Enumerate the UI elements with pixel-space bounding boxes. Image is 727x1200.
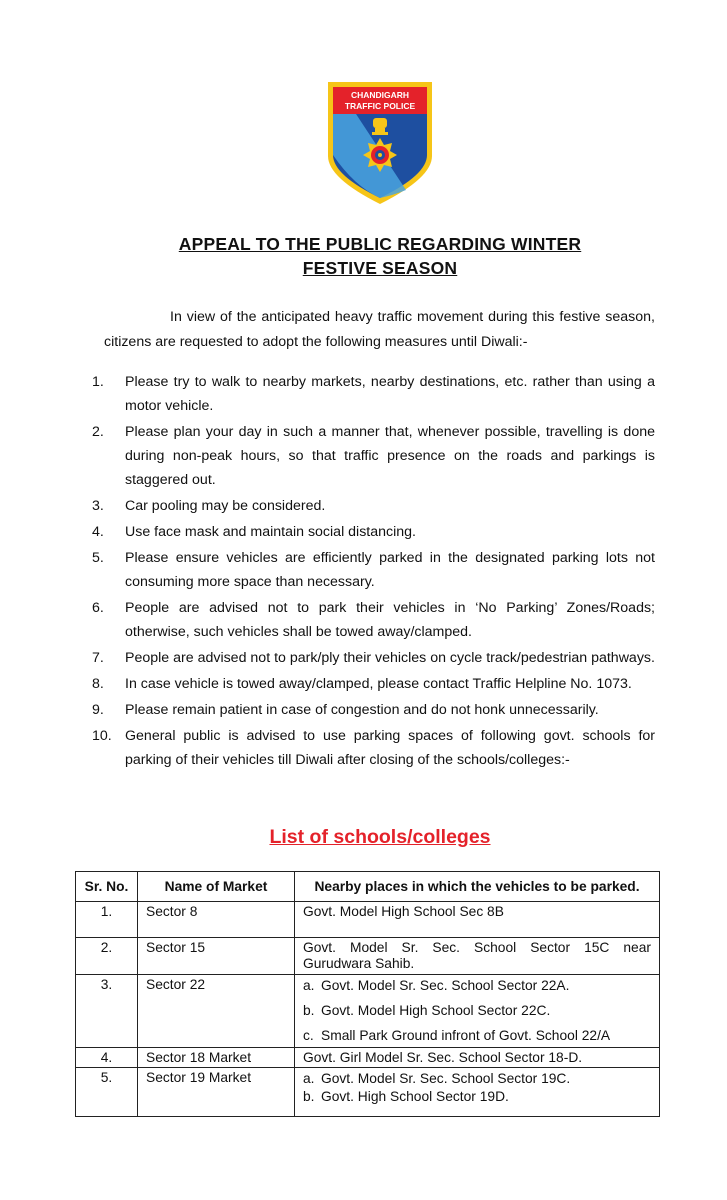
measures-list bbox=[92, 370, 655, 774]
measure-number: 4. bbox=[92, 524, 104, 540]
intro-text: In view of the anticipated heavy traffic movement during this festive season, citizens are requested to adopt the following measures until Diwali:- bbox=[104, 309, 655, 350]
schools-list-heading: List of schools/colleges bbox=[269, 826, 491, 848]
header-sr-no: Sr. No. bbox=[76, 872, 138, 902]
measure-text: In case vehicle is towed away/clamped, please contact Traffic Helpline No. 1073. bbox=[125, 676, 632, 692]
measure-item bbox=[92, 520, 655, 544]
table-row bbox=[76, 1068, 660, 1117]
measure-item bbox=[92, 596, 655, 644]
table-row bbox=[76, 902, 660, 938]
measure-item bbox=[92, 370, 655, 418]
measure-text: Use face mask and maintain social distancing. bbox=[125, 524, 416, 540]
place-item bbox=[303, 1070, 651, 1088]
police-badge-emblem bbox=[324, 78, 436, 206]
measure-text: General public is advised to use parking spaces of following govt. schools for parking of their vehicles till Diwali after closing of the schools/colleges:- bbox=[125, 728, 655, 768]
measure-number: 8. bbox=[92, 676, 104, 692]
title-line-2: FESTIVE SEASON bbox=[302, 258, 458, 278]
cell-sr: 1. bbox=[76, 902, 138, 938]
title-line-1: APPEAL TO THE PUBLIC REGARDING WINTER bbox=[178, 234, 582, 254]
header-places: Nearby places in which the vehicles to be parked. bbox=[295, 872, 660, 902]
measure-item bbox=[92, 698, 655, 722]
cell-sr: 2. bbox=[76, 938, 138, 975]
measure-item bbox=[92, 420, 655, 492]
measure-number: 3. bbox=[92, 498, 104, 514]
cell-place: Govt. Model High School Sec 8B bbox=[295, 902, 660, 938]
cell-sr: 5. bbox=[76, 1068, 138, 1117]
measure-number: 9. bbox=[92, 702, 104, 718]
table-row bbox=[76, 938, 660, 975]
measure-text: Please plan your day in such a manner that, whenever possible, travelling is done during non-peak hours, so that traffic presence on the roads and parkings is staggered out. bbox=[125, 424, 655, 488]
cell-places bbox=[295, 975, 660, 1048]
national-emblem-icon bbox=[372, 118, 388, 135]
measure-number: 10. bbox=[92, 728, 112, 744]
place-text: Govt. Model Sr. Sec. School Sector 19C. bbox=[321, 1071, 571, 1086]
measure-text: Please remain patient in case of congestion and do not honk unnecessarily. bbox=[125, 702, 599, 718]
cell-market: Sector 22 bbox=[138, 975, 295, 1048]
place-item bbox=[303, 977, 651, 995]
measure-item bbox=[92, 672, 655, 696]
place-list bbox=[303, 977, 651, 1045]
measure-item bbox=[92, 646, 655, 670]
table-header-row bbox=[76, 872, 660, 902]
table-row bbox=[76, 1048, 660, 1068]
intro-paragraph bbox=[104, 305, 655, 355]
logo-line-2: TRAFFIC POLICE bbox=[344, 101, 416, 111]
schools-table bbox=[75, 871, 660, 1117]
cell-market: Sector 18 Market bbox=[138, 1048, 295, 1068]
measure-text: People are advised not to park/ply their vehicles on cycle track/pedestrian pathways. bbox=[125, 650, 655, 666]
place-letter: a. bbox=[303, 978, 315, 993]
place-text: Govt. Model High School Sector 22C. bbox=[321, 1003, 551, 1018]
place-letter: c. bbox=[303, 1028, 314, 1043]
logo-line-1: CHANDIGARH bbox=[350, 90, 410, 100]
measure-number: 6. bbox=[92, 600, 104, 616]
measure-text: Please ensure vehicles are efficiently parked in the designated parking lots not consuming more space than necessary. bbox=[125, 550, 655, 590]
measure-number: 7. bbox=[92, 650, 104, 666]
cell-places bbox=[295, 1068, 660, 1117]
place-text: Govt. Model Sr. Sec. School Sector 22A. bbox=[321, 978, 570, 993]
measure-number: 2. bbox=[92, 424, 104, 440]
cell-place: Govt. Model Sr. Sec. School Sector 15C near Gurudwara Sahib. bbox=[295, 938, 660, 975]
measure-text: Please try to walk to nearby markets, nearby destinations, etc. rather than using a motor vehicle. bbox=[125, 374, 655, 414]
star-badge-icon bbox=[363, 138, 397, 172]
cell-sr: 3. bbox=[76, 975, 138, 1048]
notice-title bbox=[100, 232, 660, 280]
place-text: Small Park Ground infront of Govt. School 22/A bbox=[321, 1028, 611, 1043]
measure-number: 5. bbox=[92, 550, 104, 566]
measure-number: 1. bbox=[92, 374, 104, 390]
cell-market: Sector 8 bbox=[138, 902, 295, 938]
cell-sr: 4. bbox=[76, 1048, 138, 1068]
place-text: Govt. High School Sector 19D. bbox=[321, 1089, 509, 1104]
place-list bbox=[303, 1070, 651, 1106]
place-item bbox=[303, 1088, 651, 1106]
measure-item bbox=[92, 724, 655, 772]
chandigarh-traffic-police-logo bbox=[324, 78, 436, 206]
measure-item bbox=[92, 494, 655, 518]
measure-text: Car pooling may be considered. bbox=[125, 498, 326, 514]
place-item bbox=[303, 1027, 651, 1045]
table-row bbox=[76, 975, 660, 1048]
measure-text: People are advised not to park their vehicles in ‘No Parking’ Zones/Roads; otherwise, such vehicles shall be towed away/clamped. bbox=[125, 600, 655, 640]
cell-market: Sector 15 bbox=[138, 938, 295, 975]
measure-item bbox=[92, 546, 655, 594]
header-market: Name of Market bbox=[138, 872, 295, 902]
cell-place: Govt. Girl Model Sr. Sec. School Sector 18-D. bbox=[295, 1048, 660, 1068]
place-letter: b. bbox=[303, 1003, 315, 1018]
place-letter: a. bbox=[303, 1071, 315, 1086]
cell-market: Sector 19 Market bbox=[138, 1068, 295, 1117]
place-letter: b. bbox=[303, 1089, 315, 1104]
place-item bbox=[303, 1002, 651, 1020]
